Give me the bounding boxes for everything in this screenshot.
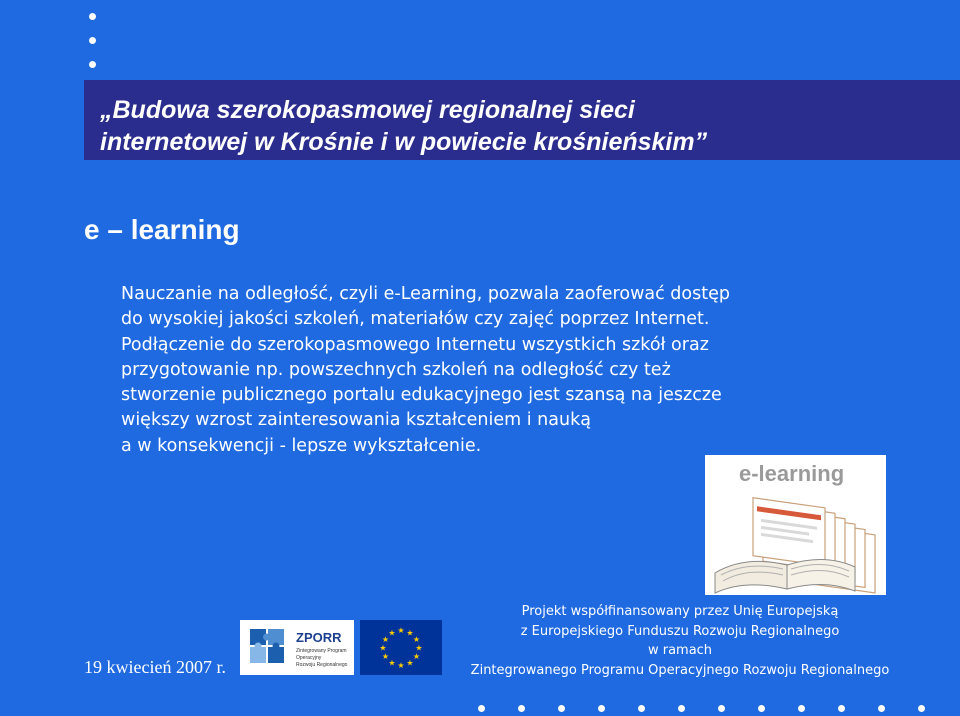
paragraph-line: Nauczanie na odległość, czyli e-Learning, pozwala zaoferować dostęp — [121, 284, 730, 304]
bullet-dot-icon — [678, 705, 685, 712]
svg-text:★: ★ — [412, 635, 421, 644]
bullet-dot-icon — [718, 705, 725, 712]
svg-text:★: ★ — [381, 652, 390, 661]
bullet-dot-icon — [838, 705, 845, 712]
bullet-dot-icon — [638, 705, 645, 712]
zporr-logo-subtitle: Zintegrowany Program — [296, 648, 347, 654]
funding-line: Projekt współfinansowany przez Unię Europejską — [521, 604, 839, 619]
zporr-logo-subtitle: Operacyjny — [296, 655, 322, 661]
paragraph-line: przygotowanie np. powszechnych szkoleń na odległość czy też — [121, 359, 671, 380]
eu-flag-logo — [360, 620, 442, 675]
svg-text:★: ★ — [415, 643, 423, 653]
funding-line: z Europejskiego Funduszu Rozwoju Regionalnego — [520, 623, 840, 639]
section-heading: e – learning — [84, 214, 240, 245]
svg-text:★: ★ — [388, 658, 396, 668]
e-learning-illustration — [705, 455, 886, 595]
bullet-dot-icon — [518, 705, 525, 712]
svg-text:★: ★ — [406, 628, 414, 638]
zporr-puzzle-icon — [240, 620, 354, 675]
paragraph-line: do wysokiej jakości szkoleń, materiałów czy zajęć poprzez Internet. — [121, 309, 710, 330]
bullet-dot-icon — [89, 37, 96, 44]
slide-title — [100, 94, 860, 158]
svg-text:★: ★ — [397, 661, 405, 670]
paragraph-line: stworzenie publicznego portalu edukacyjnego jest szansą na jeszcze — [121, 385, 722, 406]
bullet-dot-icon — [758, 705, 765, 712]
svg-text:★: ★ — [388, 628, 396, 638]
slide-date: 19 kwiecień 2007 r. — [84, 657, 226, 677]
eu-flag-icon — [360, 620, 442, 675]
bullet-dot-icon — [598, 705, 605, 712]
bullet-dot-icon — [878, 705, 885, 712]
bullet-dot-icon — [89, 61, 96, 68]
paragraph-line: a w konsekwencji - lepsze wykształcenie. — [121, 435, 482, 456]
funding-line: w ramach — [647, 643, 713, 658]
svg-text:★: ★ — [379, 643, 387, 653]
svg-text:★: ★ — [397, 626, 405, 635]
funding-notice — [470, 602, 890, 680]
slide-title-line: „Budowa szerokopasmowej regionalnej sieci — [100, 96, 635, 124]
e-learning-book-icon — [705, 455, 886, 595]
slide-title-line: internetowej w Krośnie i w powiecie krośnieńskim” — [100, 128, 708, 156]
bullet-dot-icon — [798, 705, 805, 712]
illustration-label: e-learning — [739, 461, 845, 486]
zporr-logo — [240, 620, 354, 675]
zporr-logo-name: ZPORR — [296, 630, 342, 645]
zporr-logo-subtitle: Rozwoju Regionalnego — [296, 662, 348, 668]
body-paragraph — [121, 282, 875, 459]
svg-text:★: ★ — [406, 658, 414, 668]
bullet-dot-icon — [918, 705, 925, 712]
svg-text:★: ★ — [412, 652, 421, 661]
paragraph-line: Podłączenie do szerokopasmowego Internetu wszystkich szkół oraz — [121, 334, 709, 355]
bullet-dot-icon — [558, 705, 565, 712]
svg-text:★: ★ — [381, 635, 390, 644]
bullet-dot-icon — [89, 13, 96, 20]
funding-line: Zintegrowanego Programu Operacyjnego Rozwoju Regionalnego — [470, 662, 890, 678]
paragraph-line: większy wzrost zainteresowania kształceniem i nauką — [121, 410, 591, 431]
bullet-dot-icon — [478, 705, 485, 712]
